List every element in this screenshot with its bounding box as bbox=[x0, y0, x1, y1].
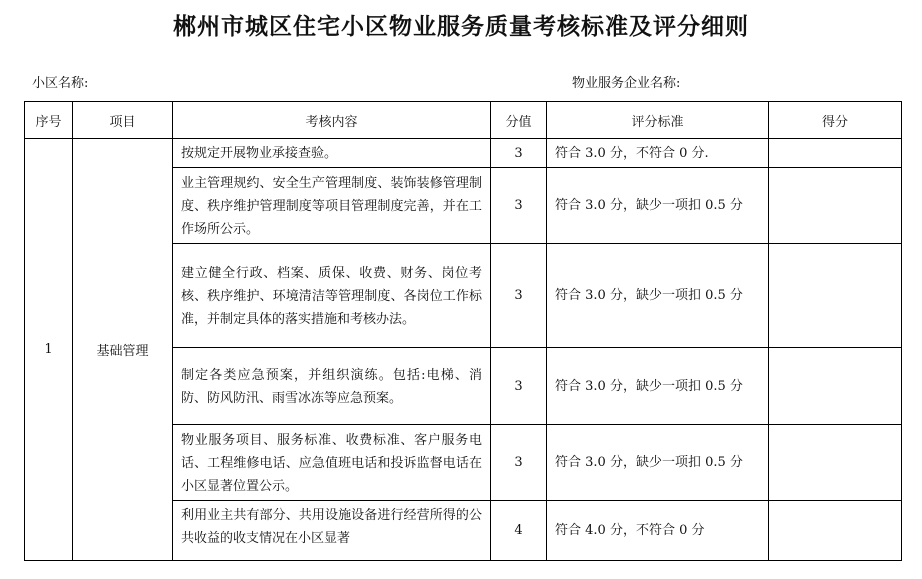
row-content: 制定各类应急预案，并组织演练。包括:电梯、消防、防风防汛、雨雪冰冻等应急预案。 bbox=[173, 348, 491, 425]
header-got-score: 得分 bbox=[769, 102, 902, 139]
table-header-row bbox=[25, 102, 902, 139]
header-item: 项目 bbox=[73, 102, 173, 139]
company-name-label: 物业服务企业名称: bbox=[572, 76, 681, 91]
row-standard: 符合 3.0 分，缺少一项扣 0.5 分 bbox=[547, 168, 769, 244]
header-content: 考核内容 bbox=[173, 102, 491, 139]
row-standard: 符合 3.0 分，缺少一项扣 0.5 分 bbox=[547, 244, 769, 348]
table-row bbox=[25, 139, 902, 168]
row-content: 物业服务项目、服务标准、收费标准、客户服务电话、工程维修电话、应急值班电话和投诉监督电话在小区显著位置公示。 bbox=[173, 425, 491, 501]
row-score: 3 bbox=[491, 139, 547, 168]
row-standard: 符合 4.0 分，不符合 0 分 bbox=[547, 501, 769, 561]
section-item: 基础管理 bbox=[73, 139, 173, 561]
row-content: 建立健全行政、档案、质保、收费、财务、岗位考核、秩序维护、环境清洁等管理制度、各岗位工作标准，并制定具体的落实措施和考核办法。 bbox=[173, 244, 491, 348]
header-seq: 序号 bbox=[25, 102, 73, 139]
row-score: 3 bbox=[491, 425, 547, 501]
row-score: 3 bbox=[491, 168, 547, 244]
row-score: 3 bbox=[491, 348, 547, 425]
row-got-score-cell[interactable] bbox=[769, 348, 902, 425]
row-got-score-cell[interactable] bbox=[769, 139, 902, 168]
row-standard: 符合 3.0 分，不符合 0 分. bbox=[547, 139, 769, 168]
row-got-score-cell[interactable] bbox=[769, 168, 902, 244]
row-got-score-cell[interactable] bbox=[769, 425, 902, 501]
row-content: 业主管理规约、安全生产管理制度、装饰装修管理制度、秩序维护管理制度等项目管理制度完善，并在工作场所公示。 bbox=[173, 168, 491, 244]
row-standard: 符合 3.0 分，缺少一项扣 0.5 分 bbox=[547, 348, 769, 425]
community-name-label: 小区名称: bbox=[32, 76, 89, 91]
section-seq: 1 bbox=[25, 139, 73, 561]
row-content: 利用业主共有部分、共用设施设备进行经营所得的公共收益的收支情况在小区显著 bbox=[181, 508, 482, 546]
row-got-score-cell[interactable] bbox=[769, 501, 902, 561]
row-got-score-cell[interactable] bbox=[769, 244, 902, 348]
row-score: 4 bbox=[491, 501, 547, 561]
assessment-table bbox=[24, 101, 902, 561]
row-standard: 符合 3.0 分，缺少一项扣 0.5 分 bbox=[547, 425, 769, 501]
header-standard: 评分标准 bbox=[547, 102, 769, 139]
header-score: 分值 bbox=[491, 102, 547, 139]
row-score: 3 bbox=[491, 244, 547, 348]
row-content: 按规定开展物业承接查验。 bbox=[173, 139, 491, 168]
document-title: 郴州市城区住宅小区物业服务质量考核标准及评分细则 bbox=[173, 13, 749, 40]
